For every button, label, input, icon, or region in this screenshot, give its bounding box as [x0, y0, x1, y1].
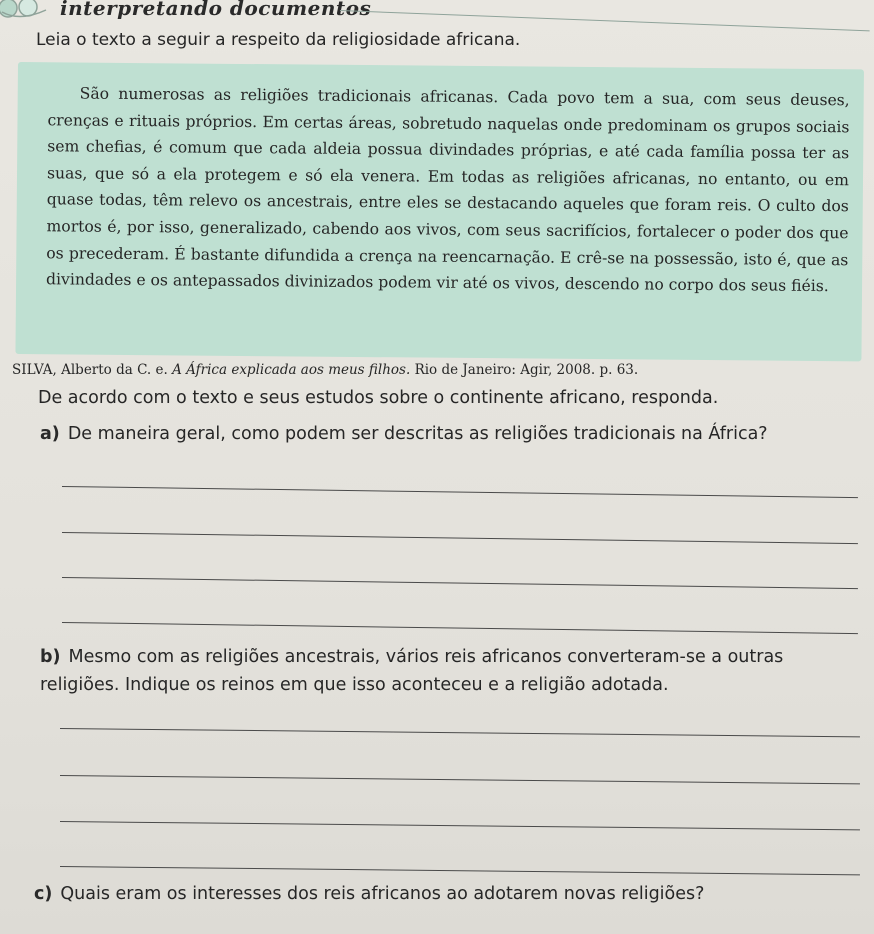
citation-publication: Rio de Janeiro: Agir, 2008. p. 63. [414, 362, 639, 378]
question-a-text: De maneira geral, como podem ser descritas as religiões tradicionais na África? [67, 424, 768, 444]
citation-work: A África explicada aos meus filhos. [172, 362, 411, 378]
answer-line-a3[interactable] [62, 577, 858, 589]
question-b [40, 643, 840, 699]
question-b-letter: b) [40, 647, 61, 667]
section-title: interpretando documentos [60, 0, 372, 20]
answer-line-b3[interactable] [60, 821, 860, 830]
answer-line-b1[interactable] [60, 728, 860, 737]
question-a-letter: a) [40, 424, 60, 444]
question-c-text: Quais eram os interesses dos reis africanos ao adotarem novas religiões? [60, 884, 705, 904]
question-c [34, 884, 854, 904]
answer-line-a4[interactable] [62, 622, 858, 634]
question-c-letter: c) [34, 884, 53, 904]
answer-line-b2[interactable] [60, 775, 860, 784]
intro-text: Leia o texto a seguir a respeito da religiosidade africana. [36, 30, 521, 50]
instructions: De acordo com o texto e seus estudos sobre o continente africano, responda. [38, 388, 719, 408]
question-b-text: Mesmo com as religiões ancestrais, vários reis africanos converteram-se a outras religiões. Indique os reinos em que isso aconteceu e a religião adotada. [40, 647, 784, 695]
answer-line-b4[interactable] [60, 866, 860, 875]
question-a [40, 424, 860, 444]
citation-author: SILVA, Alberto da C. e. [12, 362, 168, 378]
passage-text: São numerosas as religiões tradicionais africanas. Cada povo tem a sua, com seus deuses, crenças e rituais próprios. Em certas áreas, sobretudo naquelas onde predominam os grupos sociais sem chefias, é comum que cada aldeia possua divindades próprias, e até cada família possa ter as suas, que só a ela protegem e só ela venera. Em todas as religiões africanas, no entanto, ou em quase todas, têm relevo os ancestrais, entre eles se destacando aqueles que foram reis. O culto dos mortos é, por isso, generalizado, cabendo aos vivos, com seus sacrifícios, fortalecer o poder dos que os precederam. É bastante difundida a crença na reencarnação. E crê-se na possessão, isto é, que as divindades e os antepassados divinizados podem vir até os vivos, descendo no corpo dos seus fiéis. [46, 84, 850, 296]
citation [12, 362, 638, 378]
header-rule [340, 10, 870, 31]
answer-line-a1[interactable] [62, 486, 858, 498]
document-icon [0, 0, 52, 30]
passage-box [15, 62, 864, 361]
answer-line-a2[interactable] [62, 532, 858, 544]
